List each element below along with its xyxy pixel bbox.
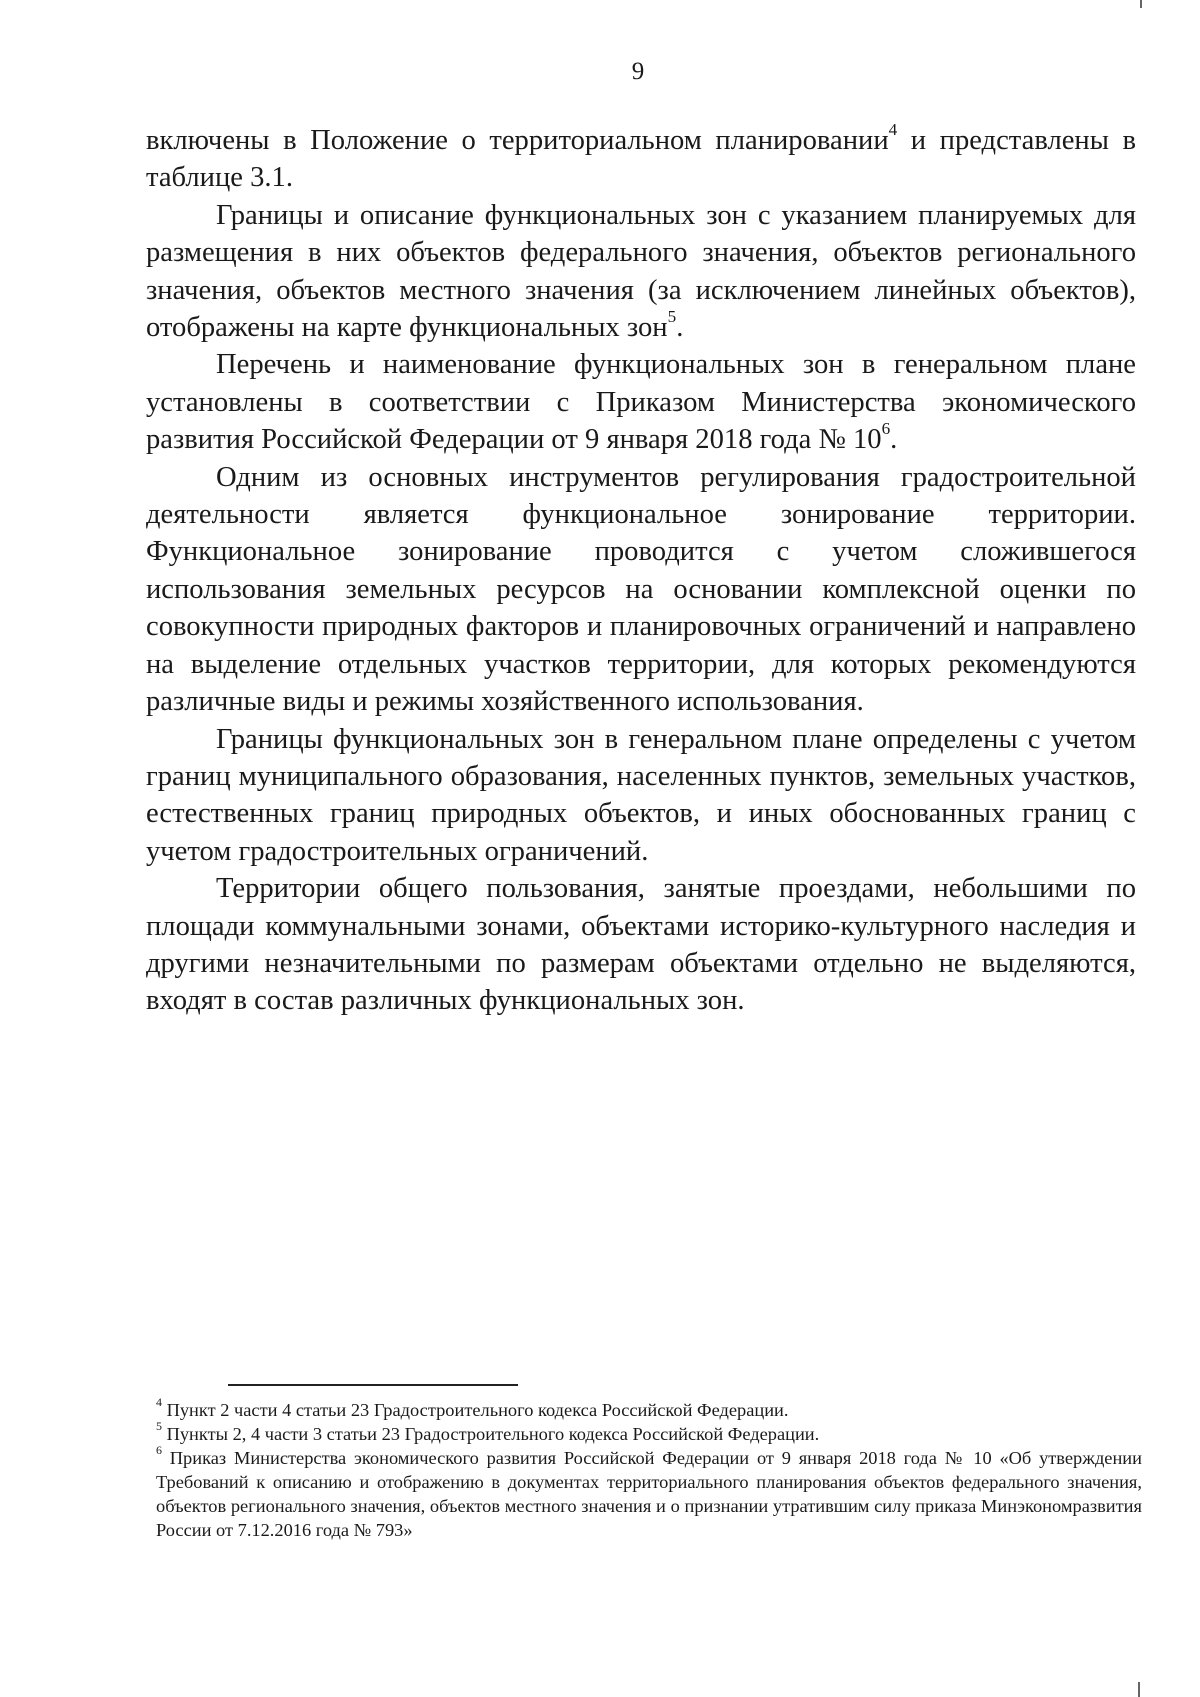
scan-edge-mark-top <box>1140 0 1142 8</box>
footnote-4-text: Пункт 2 части 4 статьи 23 Градостроительного кодекса Российской Федерации. <box>161 1400 789 1420</box>
footnote-ref-6: 6 <box>881 419 891 439</box>
footnotes <box>156 1395 1142 1542</box>
footnote-5-text: Пункты 2, 4 части 3 статьи 23 Градостроительного кодекса Российской Федерации. <box>161 1424 820 1444</box>
footnote-6-text: Приказ Министерства экономического развития Российской Федерации от 9 января 2018 года № 10 «Об утверждении Требований к описанию и отображению в документах территориального планирования объектов федерального значения, объектов регионального значения, объектов местного значения и о признании утратившим силу приказа Минэкономразвития России от 7.12.2016 года № 793» <box>156 1448 1142 1540</box>
paragraph-2-text-end: . <box>676 312 684 344</box>
footnote-4 <box>156 1395 1142 1422</box>
paragraph-2 <box>146 197 1136 347</box>
paragraph-2-text: Границы и описание функциональных зон с указанием планируемых для размещения в них объектов федерального значения, объектов регионального значения, объектов местного значения (за исключением линейных объектов), отображены на карте функциональных зон <box>146 199 1136 344</box>
footnote-5-marker: 5 <box>156 1419 162 1434</box>
scan-edge-mark-bottom <box>1138 1682 1140 1697</box>
footnote-5 <box>156 1419 1142 1446</box>
footnote-ref-5: 5 <box>667 307 677 327</box>
paragraph-5: Границы функциональных зон в генеральном плане определены с учетом границ муниципального образования, населенных пунктов, земельных участков, естественных границ природных объектов, и иных обоснованных границ с учетом градостроительных ограничений. <box>146 723 1136 867</box>
footnote-6 <box>156 1443 1142 1542</box>
paragraph-1-text: включены в Положение о территориальном планировании <box>146 125 889 156</box>
footnote-6-marker: 6 <box>156 1443 162 1458</box>
footnote-4-marker: 4 <box>156 1395 162 1410</box>
page-number: 9 <box>631 58 645 85</box>
paragraph-3 <box>146 346 1136 458</box>
body-text <box>146 122 1136 1020</box>
paragraph-1 <box>146 122 1136 197</box>
footnote-separator <box>228 1384 518 1386</box>
paragraph-1-text-end: и представлены в таблице 3.1. <box>146 125 1136 194</box>
paragraph-3-text: Перечень и наименование функциональных зон в генеральном плане установлены в соответствии с Приказом Министерства экономического развития Российской Федерации от 9 января 2018 года № 10 <box>146 349 1136 456</box>
footnote-ref-4: 4 <box>888 120 898 140</box>
paragraph-6: Территории общего пользования, занятые проездами, небольшими по площади коммунальными зонами, объектами историко-культурного наследия и другими незначительными по размерам объектами отдельно не выделяются, входят в состав различных функциональных зон. <box>146 873 1136 1017</box>
paragraph-3-text-end: . <box>890 424 898 456</box>
paragraph-4: Одним из основных инструментов регулирования градостроительной деятельности является функциональное зонирование территории. Функциональное зонирование проводится с учетом сложившегося использования земельных ресурсов на основании комплексной оценки по совокупности природных факторов и планировочных ограничений и направлено на выделение отдельных участков территории, для которых рекомендуются различные виды и режимы хозяйственного использования. <box>146 461 1136 718</box>
